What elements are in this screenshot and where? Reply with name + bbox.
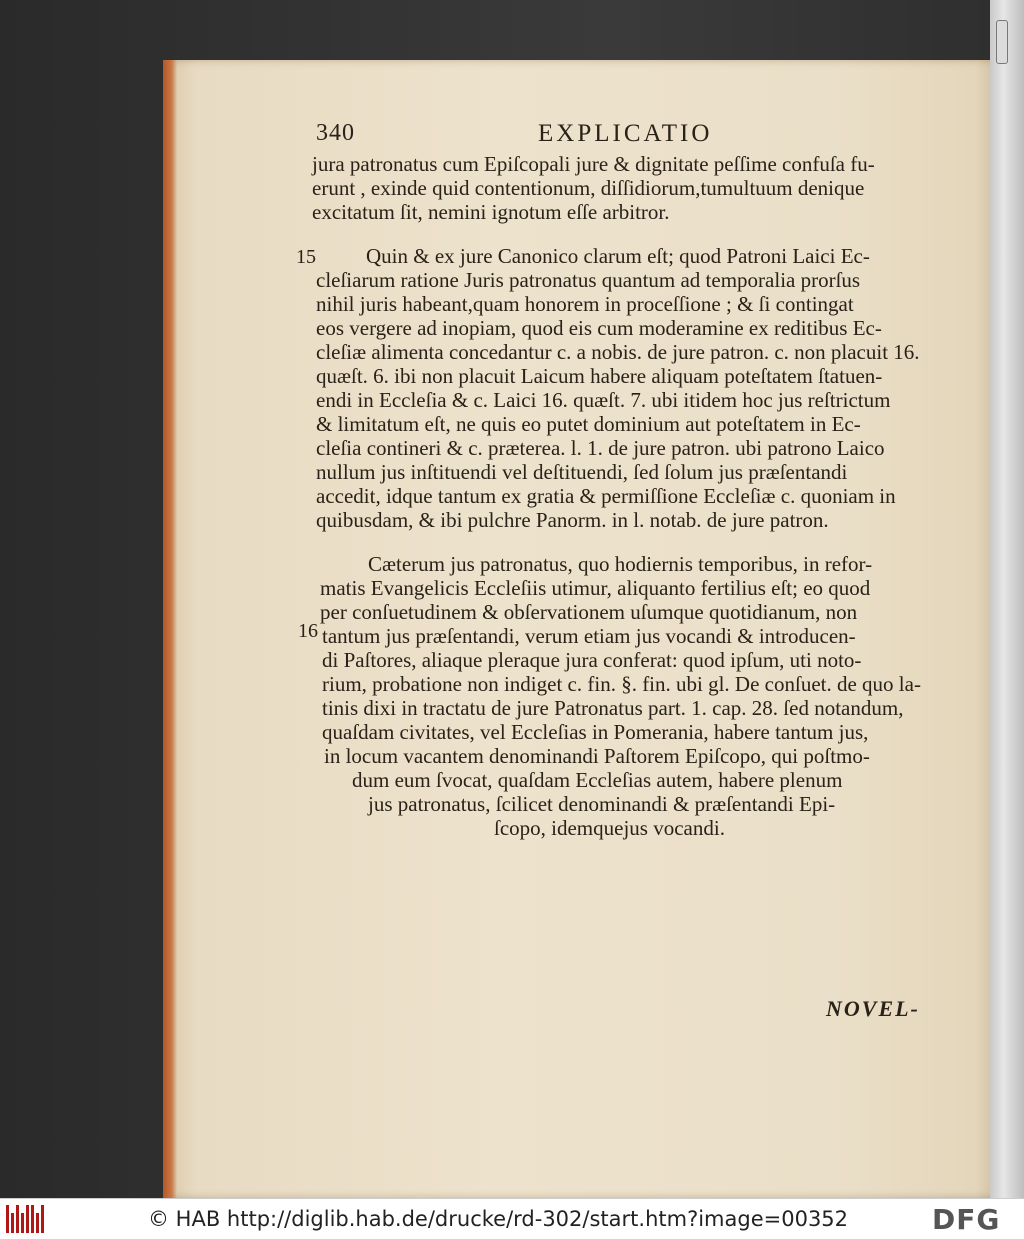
footer-bar (0, 1198, 1024, 1239)
source-link[interactable]: © HAB http://diglib.hab.de/drucke/rd-302/start.htm?image=00352 (148, 1207, 849, 1231)
text-line: jus patronatus, ſcilicet denominandi & præſentandi Epi- (368, 792, 836, 816)
running-title: EXPLICATIO (538, 120, 713, 147)
text-line: ſcopo, idemquejus vocandi. (494, 816, 725, 840)
text-line: cleſiæ alimenta concedantur c. a nobis. de jure patron. c. non placuit 16. (316, 340, 920, 364)
text-line: quæſt. 6. ibi non placuit Laicum habere aliquam poteſtatem ſtatuen- (316, 364, 883, 388)
dfg-logo: DFG (932, 1203, 1001, 1236)
text-line: jura patronatus cum Epiſcopali jure & dignitate peſſime confuſa fu- (312, 152, 875, 176)
text-line: di Paſtores, aliaque pleraque jura conferat: quod ipſum, uti noto- (322, 648, 862, 672)
text-line: & limitatum eſt, ne quis eo putet dominium aut poteſtatem in Ec- (316, 412, 861, 436)
text-line: quaſdam civitates, vel Eccleſias in Pomerania, habere tantum jus, (322, 720, 869, 744)
text-line: quibusdam, & ibi pulchre Panorm. in l. notab. de jure patron. (316, 508, 829, 532)
text-line: tinis dixi in tractatu de jure Patronatus part. 1. cap. 28. ſed notandum, (322, 696, 904, 720)
text-line: Cæterum jus patronatus, quo hodiernis temporibus, in refor- (368, 552, 873, 576)
text-line: excitatum ſit, nemini ignotum eſſe arbitror. (312, 200, 670, 224)
text-line: in locum vacantem denominandi Paſtorem Epiſcopo, qui poſtmo- (324, 744, 870, 768)
text-line: accedit, idque tantum ex gratia & permiſſione Eccleſiæ c. quoniam in (316, 484, 896, 508)
margin-number: 16 (298, 620, 318, 642)
text-line: dum eum ſvocat, quaſdam Eccleſias autem, habere plenum (352, 768, 843, 792)
text-line: eos vergere ad inopiam, quod eis cum moderamine ex reditibus Ec- (316, 316, 882, 340)
clip-icon (996, 20, 1008, 64)
text-line: Quin & ex jure Canonico clarum eſt; quod Patroni Laici Ec- (366, 244, 870, 268)
text-line: erunt , exinde quid contentionum, diſſidiorum,tumultuum denique (312, 176, 865, 200)
catchword: NOVEL- (826, 996, 920, 1021)
margin-number: 15 (296, 246, 316, 268)
text-line: tantum jus præſentandi, verum etiam jus vocandi & introducen- (322, 624, 856, 648)
page-binding-edge (163, 60, 177, 1198)
text-line: per conſuetudinem & obſervationem uſumque quotidianum, non (320, 600, 858, 624)
text-line: nullum jus inſtituendi vel deſtituendi, ſed ſolum jus præſentandi (316, 460, 848, 484)
text-line: endi in Eccleſia & c. Laici 16. quæſt. 7. ubi itidem hoc jus reſtrictum (316, 388, 891, 412)
text-line: cleſia contineri & c. præterea. l. 1. de jure patron. ubi patrono Laico (316, 436, 885, 460)
text-line: matis Evangelicis Eccleſiis utimur, aliquanto fertilius eſt; eo quod (320, 576, 871, 600)
page-stack-edge (990, 0, 1024, 1198)
text-line: nihil juris habeant,quam honorem in proceſſione ; & ſi contingat (316, 292, 854, 316)
text-line: rium, probatione non indiget c. fin. §. fin. ubi gl. De conſuet. de quo la- (322, 672, 921, 696)
page-number: 340 (316, 120, 355, 146)
hab-logo-icon (6, 1205, 46, 1233)
text-line: cleſiarum ratione Juris patronatus quantum ad temporalia prorſus (316, 268, 861, 292)
